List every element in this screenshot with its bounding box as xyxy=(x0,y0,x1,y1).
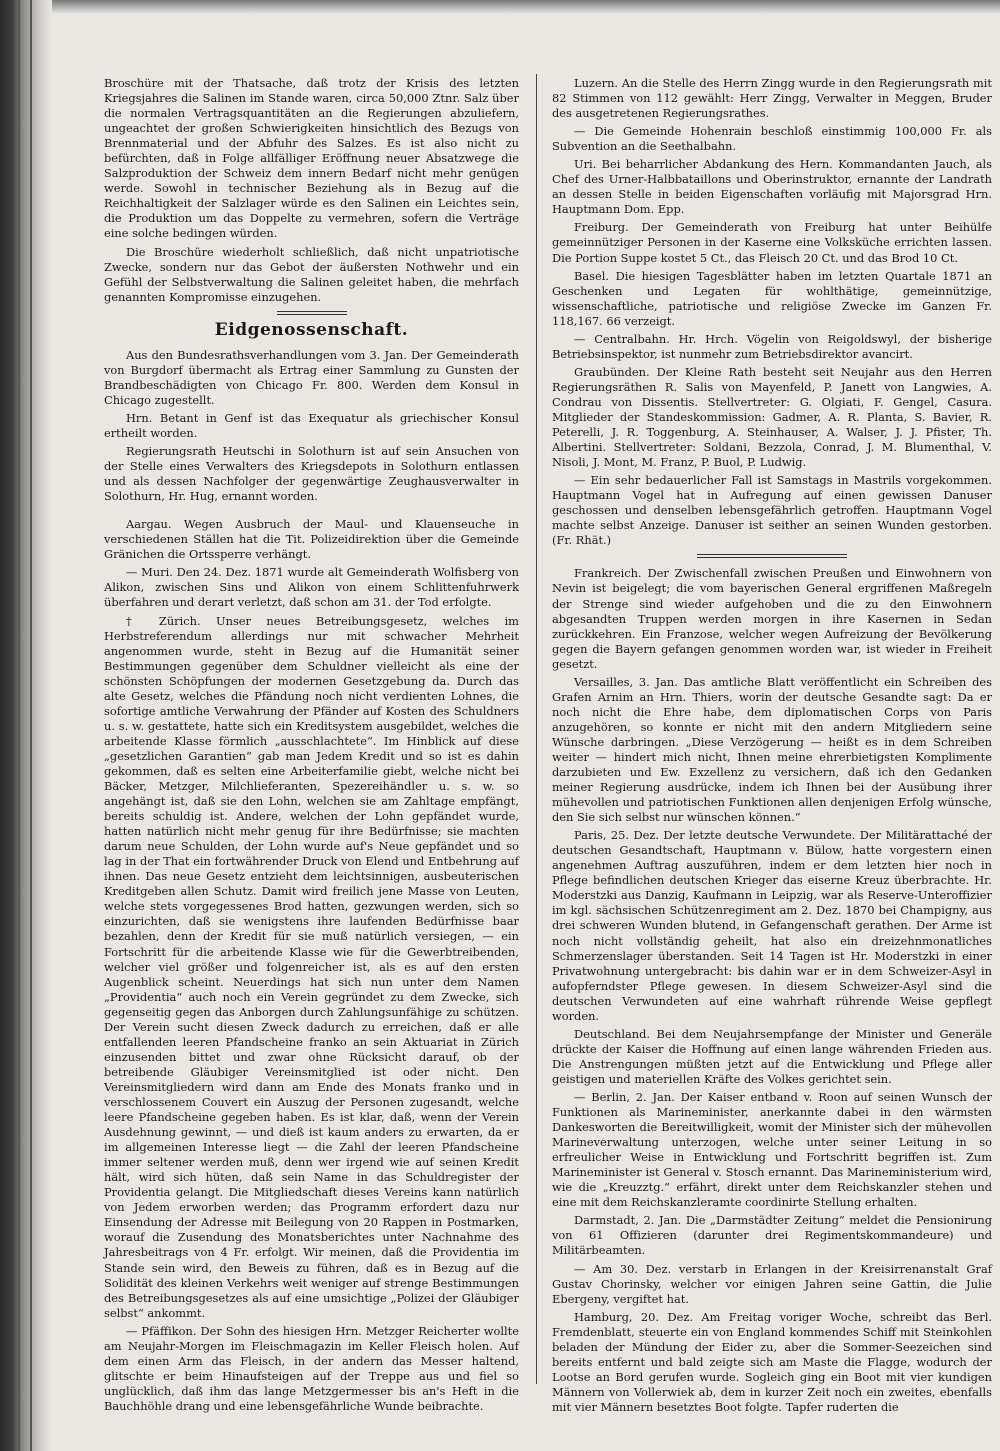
article-muri: — Muri. Den 24. Dez. 1871 wurde alt Gemeinderath Wolfisberg von Alikon, zwischen Sins und Alikon von einem Schlittenfuhrwerk überfahren und derart verletzt, daß schon am 31. der Tod erfolgte. xyxy=(104,565,519,610)
article-betant: Hrn. Betant in Genf ist das Exequatur als griechischer Konsul ertheilt worden. xyxy=(104,410,519,440)
article-basel: Basel. Die hiesigen Tagesblätter haben im letzten Quartale 1871 an Geschenken und Legaten für wohlthätige, gemeinnützige, wissenschaftliche, patriotische und religiöse Zwecke im Ganzen Fr. 118,167. 66 verzeigt. xyxy=(552,268,992,328)
page-top-edge xyxy=(0,0,1000,14)
article-salinen-conclusion: Die Broschüre wiederholt schließlich, daß nicht unpatriotische Zwecke, sondern nur das Gebot der äußersten Nothwehr und ein Gefühl der Selbstverwaltung die Salinen geleitet haben, die mehrfach genannten Kompromisse einzugehen. xyxy=(104,244,519,304)
article-luzern: Luzern. An die Stelle des Herrn Zingg wurde in den Regierungsrath mit 82 Stimmen von 112 gewählt: Herr Zingg, Verwalter in Meggen, Bruder des ausgetretenen Regierungsrathes. xyxy=(552,76,992,121)
separator-rule xyxy=(277,311,347,315)
article-erlangen: — Am 30. Dez. verstarb in Erlangen in der Kreisirrenanstalt Graf Gustav Chorinsky, welcher vor einigen Jahren seine Gattin, die Julie Ebergeny, vergiftet hat. xyxy=(552,1261,992,1306)
article-zuerich: † Zürich. Unser neues Betreibungsgesetz, welches im Herbstreferendum allerdings nur mit schwacher Mehrheit angenommen wurde, steht in Bezug auf die Humanität seiner Bestimmungen gegenüber dem Schuldner vielleicht als eine der schönsten Schöpfungen der modernen Gesetzgebung da. Durch das alte Gesetz, welches die Pfändung noch nicht verdienten Lohnes, die sofortige amtliche Verwahrung der Pfänder auf Kosten des Schuldners u. s. w. gestattete, hatte sich ein Kreditsystem ausgebildet, welches die arbeitende Klasse förmlich „ausschlachtete“. Im Hinblick auf diese „gesetzlichen Garantien“ gab man Jedem Kredit und so ist es dahin gekommen, daß es selten eine Arbeiterfamilie giebt, welche nicht bei Bäcker, Metzger, Milchlieferanten, Spezereihändler u. s. w. so angehängt ist, daß sie den Lohn, welchen sie am Zahltage empfängt, bereits schuldig ist. Andere, welchen der Lohn gepfändet wurde, hatten natürlich nicht mehr genug für ihre Bedürfnisse; sie machten darum neue Schulden, der Lohn wurde auf's Neue gepfändet und so lag in der That ein fortwährender Druck von Elend und Entbehrung auf ihnen. Das neue Gesetz entzieht dem leichtsinnigen, ausbeuterischen Kreditgeben allen Schutz. Damit wird freilich jene Masse von Leuten, welche stets vorgegessenes Brod hatten, gezwungen werden, sich so einzurichten, daß sie wenigstens ihre laufenden Bedürfnisse baar bezahlen, denn der Kredit für sie muß natürlich versiegen, — ein Fortschritt für die arbeitende Klasse wie für die Gewerbtreibenden, welcher viel größer und folgenreicher ist, als es auf den ersten Augenblick scheint. Neuerdings hat sich nun unter dem Namen „Providentia“ auch noch ein Verein gegründet zu dem Zwecke, sich gegenseitig gegen das Anborgen durch Zahlungsunfähige zu schützen. Der Verein sucht diesen Zweck dadurch zu erreichen, daß er alle entfallenden leeren Pfandscheine franko an sein Aktuariat in Zürich einzusenden bittet und zwar ohne Rücksicht darauf, ob der betreibende Gläubiger Vereinsmitglied ist oder nicht. Den Vereinsmitgliedern wird dann am Ende des Monats franko und in verschlossenem Couvert ein Auszug der Personen zugesandt, welche leere Pfandscheine gegeben haben. Es ist klar, daß, wenn der Verein Ausdehnung gewinnt, — und dieß ist kaum anders zu erwarten, da er im allgemeinen Interesse liegt — die Zahl der leeren Pfandscheine immer seltener werden muß, denn wer irgend wie auf seinen Kredit hält, wird sich hüten, daß sein Name in das Schuldregister der Providentia gelangt. Die Mitgliedschaft dieses Vereins kann natürlich von Jedem erworben werden; das Programm erfordert dazu nur Einsendung der Adresse mit Beilegung von 20 Rappen in Postmarken, worauf die Zusendung des Monatsberichtes unter Nachnahme des Jahresbeitrags von 4 Fr. erfolgt. Wir meinen, daß die Providentia im Stande sein wird, den Beweis zu führen, daß es in Bezug auf die Solidität des kleinen Verkehrs weit weniger auf strenge Bestimmungen des Betreibungsgesetzes als auf eine umsichtige „Polizei der Gläubiger selbst“ ankommt. xyxy=(104,613,519,1320)
left-column xyxy=(104,76,519,1417)
page-binding xyxy=(0,0,52,1451)
article-salinen-brochure: Broschüre mit der Thatsache, daß trotz der Krisis des letzten Kriegsjahres die Salinen im Stande waren, circa 50,000 Ztnr. Salz über die normalen Vertragsquantitäten an die Regierungen abzuliefern, ungeachtet der großen Schwierigkeiten hinsichtlich des Bezugs von Brennmaterial und der Abfuhr des Salzes. Es ist also nicht zu befürchten, daß in Folge allfälliger Eröffnung neuer Absatzwege die Salzproduktion der Schweiz dem innern Bedarf nicht mehr genügen werde. Sowohl in technischer Beziehung als in Bezug auf die Reichhaltigkeit der Salzlager würde es den Salinen ein Leichtes sein, die Produktion um das Doppelte zu vermehren, sofern die Verträge eine solche bedingen würden. xyxy=(104,76,519,241)
article-paris: Paris, 25. Dez. Der letzte deutsche Verwundete. Der Militärattaché der deutschen Gesandtschaft, Hauptmann v. Bülow, hatte vorgestern einen angenehmen Auftrag auszuführen, indem er dem letzten hier noch in Pflege befindlichen deutschen Krieger das eiserne Kreuz überbrachte. Hr. Moderstzki aus Danzig, Kaufmann in Leipzig, war als Reserve-Unteroffizier im kgl. sächsischen Schützenregiment am 2. Dez. 1870 bei Champigny, aus drei schweren Wunden blutend, in Gefangenschaft gerathen. Der Arme ist noch nicht vollständig geheilt, hat also ein dreizehnmonatliches Schmerzenslager überstanden. Seit 14 Tagen ist Hr. Moderstzki in einer Privatwohnung untergebracht: bis dahin war er in dem Schweizer-Asyl in aufopferndster Pflege gewesen. In diesem Schweizer-Asyl sind die deutschen Verwundeten auf eine wahrhaft rührende Weise gepflegt worden. xyxy=(552,828,992,1023)
article-uri: Uri. Bei beharrlicher Abdankung des Hern. Kommandanten Jauch, als Chef des Urner-Halbbataillons und Oberinstruktor, ernannte der Landrath an dessen Stelle in beiden Eigenschaften vorläufig mit Majorsgrad Hrn. Hauptmann Dom. Epp. xyxy=(552,157,992,217)
article-freiburg: Freiburg. Der Gemeinderath von Freiburg hat unter Beihülfe gemeinnütziger Personen in der Kaserne eine Volksküche errichten lassen. Die Portion Suppe kostet 5 Ct., das Fleisch 20 Ct. und das Brod 10 Ct. xyxy=(552,220,992,265)
binding-line xyxy=(30,0,32,1451)
article-deutschland: Deutschland. Bei dem Neujahrsempfange der Minister und Generäle drückte der Kaiser die Hoffnung auf einen lange währenden Frieden aus. Die Anstrengungen müßten jetzt auf die Entwicklung und Pflege aller geistigen und materiellen Kräfte des Volkes gerichtet sein. xyxy=(552,1026,992,1086)
article-hamburg: Hamburg, 20. Dez. Am Freitag voriger Woche, schreibt das Berl. Fremdenblatt, steuerte ein von England kommendes Schiff mit Steinkohlen beladen der Mündung der Eider zu, aber die Sommer-Seezeichen sind bereits entfernt und bald zeigte sich am Maste die Flagge, wodurch der Lootse an Bord gerufen wurde. Sogleich ging ein Boot mit vier kundigen Männern von Vollerwiek ab, dem in kurzer Zeit noch ein zweites, ebenfalls mit vier Männern besetztes Boot folgte. Tapfer ruderten die xyxy=(552,1309,992,1414)
article-aargau: Aargau. Wegen Ausbruch der Maul- und Klauenseuche in verschiedenen Ställen hat die Tit. Polizeidirektion über die Gemeinde Gränichen die Ortssperre verhängt. xyxy=(104,517,519,562)
article-frankreich: Frankreich. Der Zwischenfall zwischen Preußen und Einwohnern von Nevin ist beigelegt; die vom bayerischen General ergriffenen Maßregeln der Strenge sind wieder aufgehoben und die zu den Einwohnern abgesandten Truppen werden morgen in ihre Kasernen in Sedan zurückkehren. Ein Franzose, welcher wegen Aufreizung der Bevölkerung gegen die Bayern gefangen genommen worden war, ist wieder in Freiheit gesetzt. xyxy=(552,566,992,671)
section-title: Eidgenossenschaft. xyxy=(214,319,409,340)
spacer xyxy=(104,507,519,517)
article-mastrils: — Ein sehr bedauerlicher Fall ist Samstags in Mastrils vorgekommen. Hauptmann Vogel hat in Aufregung auf einen gewissen Danuser geschossen und denselben lebensgefährlich getroffen. Hauptmann Vogel machte selbst Anzeige. Danuser ist seither an seinen Wunden gestorben. (Fr. Rhät.) xyxy=(552,473,992,548)
article-darmstadt: Darmstadt, 2. Jan. Die „Darmstädter Zeitung“ meldet die Pensionirung von 61 Offizieren (darunter drei Regimentskommandeure) und Militärbeamten. xyxy=(552,1213,992,1258)
article-berlin: — Berlin, 2. Jan. Der Kaiser entband v. Roon auf seinen Wunsch der Funktionen als Marineminister, anerkannte dabei in den wärmsten Dankesworten die Bereitwilligkeit, womit der Minister sich der mühevollen Marineverwaltung unterzogen, welche unter seiner Leitung in so erfreulicher Weise in Entwicklung und Fortschritt begriffen ist. Zum Marineminister ist General v. Stosch ernannt. Das Marineministerium wird, wie die „Kreuzztg.“ erfährt, direkt unter dem Reichskanzler stehen und eine mit dem Reichskanzleramte coordinirte Stellung erhalten. xyxy=(552,1090,992,1210)
article-graubuenden: Graubünden. Der Kleine Rath besteht seit Neujahr aus den Herren Regierungsräthen R. Salis von Mayenfeld, P. Janett von Langwies, A. Condrau von Dissentis. Stellvertreter: G. Olgiati, F. Gengel, Casura. Mitglieder der Standeskommission: Gadmer, A. R. Planta, S. Bavier, R. Peterelli, J. R. Toggenburg, A. Steinhauser, A. Walser, J. J. Pfister, Th. Albertini. Stellvertreter: Soldani, Bezzola, Conrad, J. M. Blumenthal, V. Nisoli, J. Mont, M. Franz, P. Buol, P. Ludwig. xyxy=(552,364,992,470)
article-versailles: Versailles, 3. Jan. Das amtliche Blatt veröffentlicht ein Schreiben des Grafen Arnim an Hrn. Thiers, worin der deutsche Gesandte sagt: Da er noch nicht die Ehre habe, dem diplomatischen Corps von Paris anzugehören, so konnte er nicht mit den andern Mitgliedern seine Wünsche darbringen. „Diese Verzögerung — heißt es in dem Schreiben weiter — hindert mich nicht, Ihnen meine ehrerbietigsten Komplimente darzubieten und Ew. Exzellenz zu versichern, daß ich den Gedanken meiner Regierung ausdrücke, indem ich Ihnen bei der Ausübung ihrer mühevollen und patriotischen Funktionen allen denjenigen Erfolg wünsche, den Sie sich selbst nur wünschen können.“ xyxy=(552,674,992,825)
binding-line xyxy=(18,0,20,1451)
article-centralbahn: — Centralbahn. Hr. Hrch. Vögelin von Reigoldswyl, der bisherige Betriebsinspektor, ist nunmehr zum Betriebsdirektor avancirt. xyxy=(552,331,992,361)
right-column xyxy=(552,76,992,1418)
article-heutschi: Regierungsrath Heutschi in Solothurn ist auf sein Ansuchen von der Stelle eines Verwalters des Kriegsdepots in Solothurn entlassen und als dessen Nachfolger der gegenwärtige Zeughausverwalter in Solothurn, Hr. Hug, ernannt worden. xyxy=(104,444,519,504)
separator-rule xyxy=(697,554,847,558)
column-rule xyxy=(536,74,537,1384)
article-hohenrain: — Die Gemeinde Hohenrain beschloß einstimmig 100,000 Fr. als Subvention an die Seethalbahn. xyxy=(552,124,992,154)
article-bundesrath: Aus den Bundesrathsverhandlungen vom 3. Jan. Der Gemeinderath von Burgdorf übermacht als Ertrag einer Sammlung zu Gunsten der Brandbeschädigten von Chicago Fr. 800. Werden dem Konsul in Chicago zugestellt. xyxy=(104,347,519,407)
article-pfaeffikon: — Pfäffikon. Der Sohn des hiesigen Hrn. Metzger Reicherter wollte am Neujahr-Morgen im Fleischmagazin im Keller Fleisch holen. Auf dem einen Arm das Fleisch, in der andern das Messer haltend, glitschte er beim Hinaufsteigen auf der Treppe aus und fiel so unglücklich, daß ihm das lange Metzgermesser bis an's Heft in die Bauchhöhle drang und eine lebensgefährliche Wunde beibrachte. xyxy=(104,1323,519,1413)
